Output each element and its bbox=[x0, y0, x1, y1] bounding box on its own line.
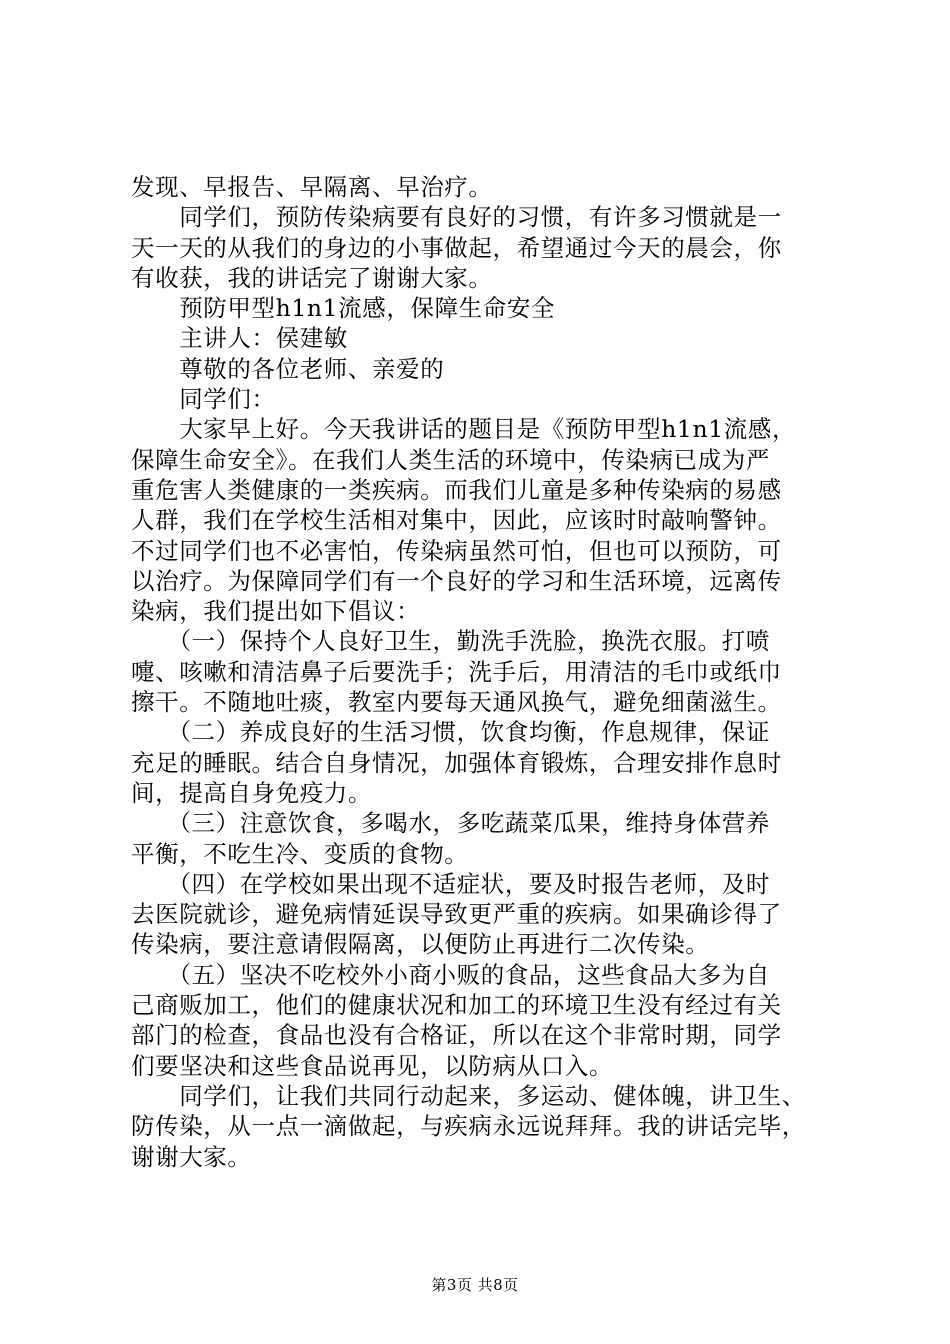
text-line: （五）坚决不吃校外小商小贩的食品，这些食品大多为自 bbox=[131, 960, 770, 989]
document-body bbox=[131, 172, 831, 1172]
text-line: 传染病，要注意请假隔离，以便防止再进行二次传染。 bbox=[131, 930, 710, 959]
text-line: （四）在学校如果出现不适症状，要及时报告老师，及时 bbox=[131, 869, 770, 898]
text-line: 重危害人类健康的一类疾病。而我们儿童是多种传染病的易感 bbox=[131, 475, 782, 504]
text-line: 谢谢大家。 bbox=[131, 1142, 252, 1171]
text-line: 同学们，让我们共同行动起来，多运动、健体魄，讲卫生、 bbox=[131, 1081, 806, 1110]
text-line: 平衡，不吃生冷、变质的食物。 bbox=[131, 839, 469, 868]
text-line: 染病，我们提出如下倡议： bbox=[131, 597, 421, 626]
text-line: 发现、早报告、早隔离、早治疗。 bbox=[131, 173, 493, 201]
text-line: 们要坚决和这些食品说再见，以防病从口入。 bbox=[131, 1051, 613, 1080]
text-line: 充足的睡眠。结合自身情况，加强体育锻炼，合理安排作息时 bbox=[131, 748, 782, 777]
text-line: 部门的检查，食品也没有合格证，所以在这个非常时期，同学 bbox=[131, 1021, 782, 1050]
text-line: （一）保持个人良好卫生，勤洗手洗脸，换洗衣服。打喷 bbox=[131, 627, 770, 656]
speech-title: 预防甲型h1n1流感，保障生命安全 bbox=[131, 294, 556, 323]
text-line: 天一天的从我们的身边的小事做起，希望通过今天的晨会，你 bbox=[131, 233, 782, 262]
text-line: 人群，我们在学校生活相对集中，因此，应该时时敲响警钟。 bbox=[131, 506, 782, 535]
speaker-line: 主讲人：侯建敏 bbox=[131, 324, 348, 353]
text-line: 擦干。不随地吐痰，教室内要每天通风换气，避免细菌滋生。 bbox=[131, 688, 782, 717]
text-line: 不过同学们也不必害怕，传染病虽然可怕，但也可以预防，可 bbox=[131, 536, 782, 565]
text-line: 有收获，我的讲话完了谢谢大家。 bbox=[131, 263, 493, 292]
text-line: 防传染，从一点一滴做起，与疾病永远说拜拜。我的讲话完毕， bbox=[131, 1112, 806, 1141]
text-line: （二）养成良好的生活习惯，饮食均衡，作息规律，保证 bbox=[131, 718, 770, 747]
text-line: 去医院就诊，避免病情延误导致更严重的疾病。如果确诊得了 bbox=[131, 900, 782, 929]
text-line: 以治疗。为保障同学们有一个良好的学习和生活环境，远离传 bbox=[131, 566, 782, 595]
text-line: 间，提高自身免疫力。 bbox=[131, 778, 372, 807]
text-line: 己商贩加工，他们的健康状况和加工的环境卫生没有经过有关 bbox=[131, 991, 782, 1020]
salutation-line: 尊敬的各位老师、亲爱的 bbox=[131, 354, 445, 383]
text-line: 大家早上好。今天我讲话的题目是《预防甲型h1n1流感， bbox=[131, 415, 797, 444]
salutation-line: 同学们： bbox=[131, 385, 276, 414]
page-number-footer: 第3页 共8页 bbox=[431, 1276, 519, 1294]
text-line: 同学们，预防传染病要有良好的习惯，有许多习惯就是一 bbox=[131, 203, 782, 232]
text-line: 嚏、咳嗽和清洁鼻子后要洗手；洗手后，用清洁的毛巾或纸巾 bbox=[131, 657, 782, 686]
text-line: 保障生命安全》。在我们人类生活的环境中，传染病已成为严 bbox=[131, 445, 770, 474]
text-line: （三）注意饮食，多喝水，多吃蔬菜瓜果，维持身体营养 bbox=[131, 809, 770, 838]
